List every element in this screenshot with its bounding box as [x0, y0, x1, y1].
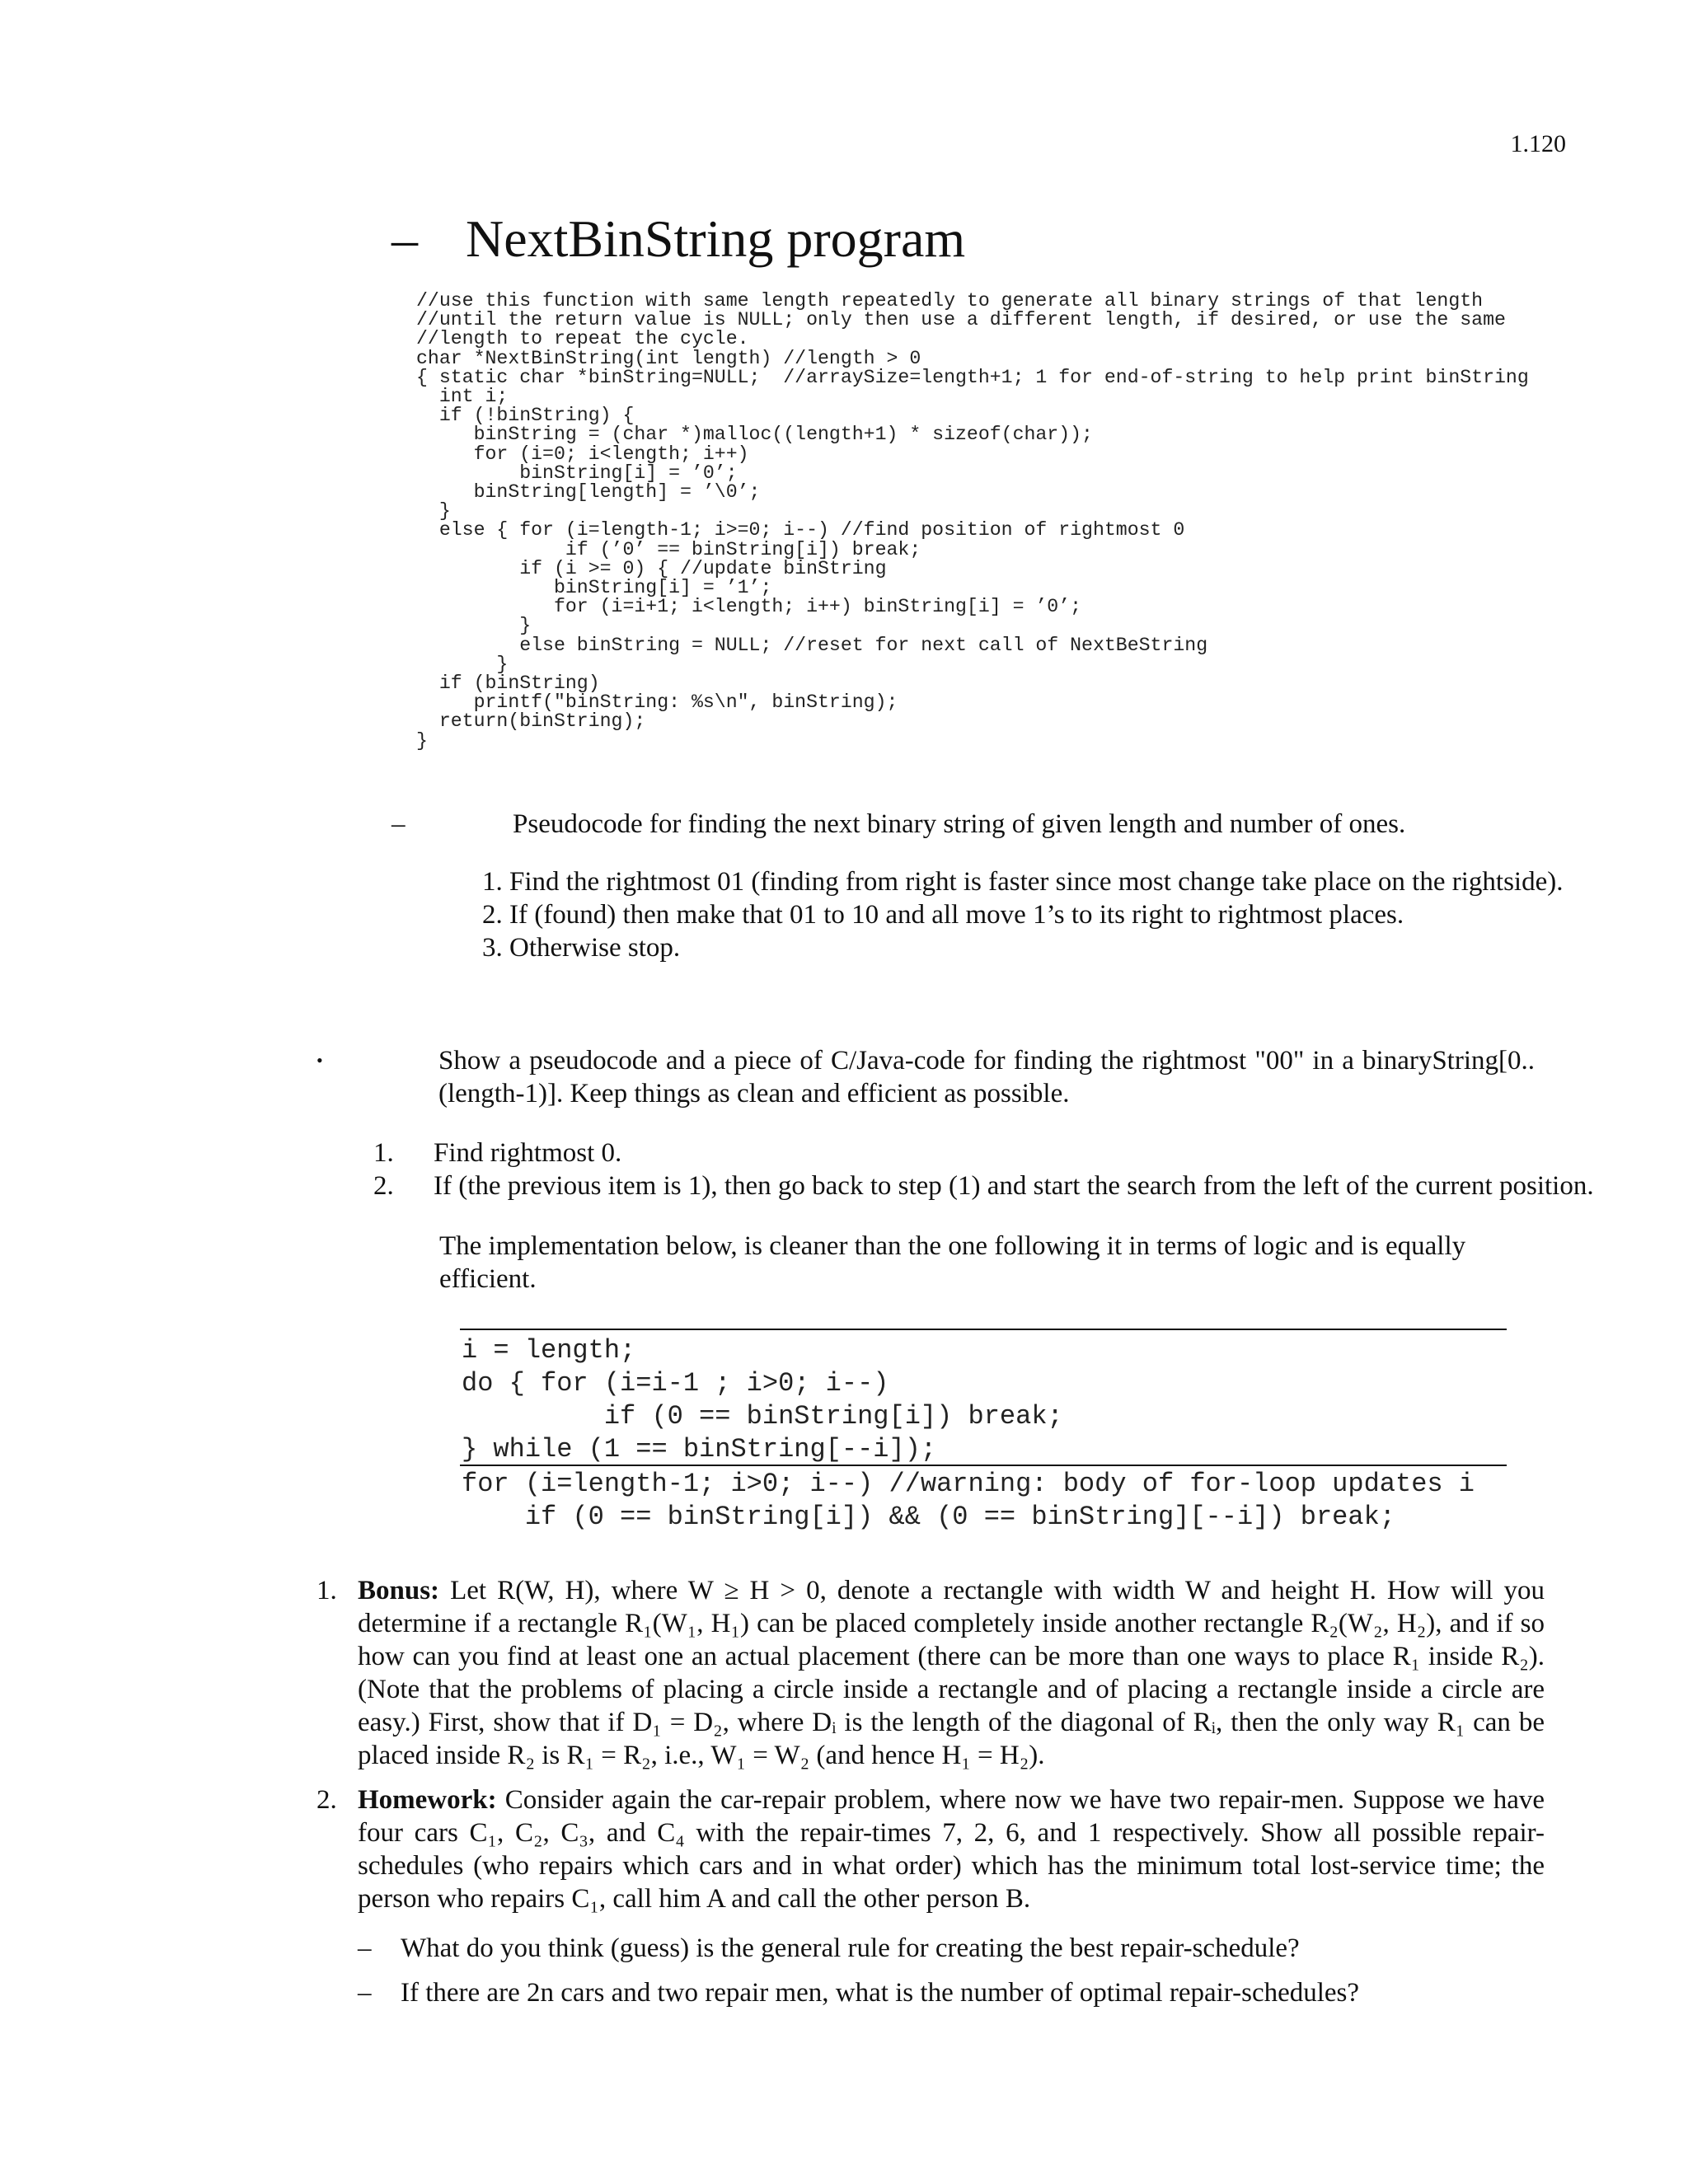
pseudocode-step: 2. If (found) then make that 01 to 10 and all move 1’s to its right to rightmost places. [482, 900, 1404, 930]
implementation-note: The implementation below, is cleaner than the one following it in terms of logic and is equally efficient. [439, 1231, 1466, 1294]
subitem-dash: – [358, 1978, 372, 2008]
problem-label: Bonus: [358, 1576, 440, 1605]
pseudocode-heading: Pseudocode for finding the next binary string of given length and number of ones. [513, 809, 1406, 839]
rightmost-step [373, 1137, 1594, 1169]
clean-code-listing: i = length; do { for (i=i-1 ; i>0; i--) if (0 == binString[i]) break; } while (1 == binString[--i]); [462, 1335, 1063, 1465]
rightmost-step [373, 1169, 1594, 1202]
alternate-code-listing: for (i=length-1; i>0; i--) //warning: body of for-loop updates i if (0 == binString[i]) && (0 == binString][--i]) break; [462, 1469, 1475, 1532]
question-text: Show a pseudocode and a piece of C/Java-code for finding the rightmost "00" in a binaryString[0..(length-1)]. Keep things as clean and efficient as possible. [438, 1046, 1535, 1108]
step-number: 2. [373, 1171, 394, 1201]
pseudocode-steps-list [482, 865, 1563, 964]
problem-subitems [358, 1932, 1545, 2009]
pseudocode-step: 1. Find the rightmost 01 (finding from right is faster since most change take place on the rightside). [482, 867, 1564, 897]
problem-text: Let R(W, H), where W ≥ H > 0, denote a rectangle with width W and height H. How will you determine if a rectangle R₁(W₁, H₁) can be placed completely inside another rectangle R₂(W₂, H₂), and if so how can you find at least one an actual placement (there can be more than one ways to place R₁ inside R₂). (Note that the problems of placing a circle inside a rectangle and of placing a rectangle inside a circle are easy.) First, show that if D₁ = D₂, where Dᵢ is the length of the diagonal of Rᵢ, then the only way R₁ can be placed inside R₂ is R₁ = R₂, i.e., W₁ = W₂ (and hence H₁ = H₂). [358, 1576, 1545, 1770]
subitem-text: If there are 2n cars and two repair men, what is the number of optimal repair-schedules? [401, 1978, 1360, 2008]
problem-item [316, 1783, 1545, 2009]
section-dash: – [392, 209, 418, 268]
step-text: If (the previous item is 1), then go back to step (1) and start the search from the left of the current position. [434, 1171, 1594, 1201]
bullet-marker: • [316, 1050, 323, 1071]
pseudocode-dash: – [392, 809, 406, 839]
section-title: NextBinString program [466, 209, 966, 268]
pseudocode-item [392, 808, 1406, 841]
problems-list [316, 1574, 1545, 2021]
problem-number: 2. [316, 1785, 337, 1815]
section-heading [392, 206, 965, 272]
nextbinstring-code-listing: //use this function with same length repeatedly to generate all binary strings of that length //until the return value is NULL; only then use a different length, if desired, or use the same //length to repeat the cycle. char *NextBinString(int length) //length > 0 { static char *binString=NULL; //arraySize=length+1; 1 for end-of-string to help print binString int i; if (!binString) { binString = (char *)malloc((length+1) * sizeof(char)); for (i=0; i<length; i++) binString[i] = ’0’; binString[length] = ’\0’; } else { for (i=length-1; i>=0; i--) //find position of rightmost 0 if (’0’ == binString[i]) break; if (i >= 0) { //update binString binString[i] = ’1’; for (i=i+1; i<length; i++) binString[i] = ’0’; } else binString = NULL; //reset for next call of NextBeString } if (binString) printf("binString: %s\n", binString); return(binString); } [416, 290, 1529, 752]
code-middle-rule [460, 1465, 1507, 1466]
subitem [358, 1976, 1545, 2009]
page-number: 1.120 [1510, 130, 1566, 157]
problem-number: 1. [316, 1576, 337, 1605]
subitem-dash: – [358, 1933, 372, 1963]
subitem-text: What do you think (guess) is the general rule for creating the best repair-schedule? [401, 1933, 1300, 1963]
step-text: Find rightmost 0. [434, 1138, 622, 1168]
problem-item [316, 1574, 1545, 1772]
step-number: 1. [373, 1138, 394, 1168]
problem-text: Consider again the car-repair problem, where now we have two repair-men. Suppose we have four cars C₁, C₂, C₃, and C₄ with the repair-times 7, 2, 6, and 1 respectively. Show all possible repair-schedules (who repairs which cars and in what order) which has the minimum total lost-service time; the person who repairs C₁, call him A and call the other person B. [358, 1785, 1545, 1914]
rightmost-steps-list [373, 1137, 1594, 1202]
subitem [358, 1932, 1545, 1965]
problem-label: Homework: [358, 1785, 497, 1815]
code-top-rule [460, 1329, 1507, 1330]
pseudocode-step: 3. Otherwise stop. [482, 933, 681, 963]
